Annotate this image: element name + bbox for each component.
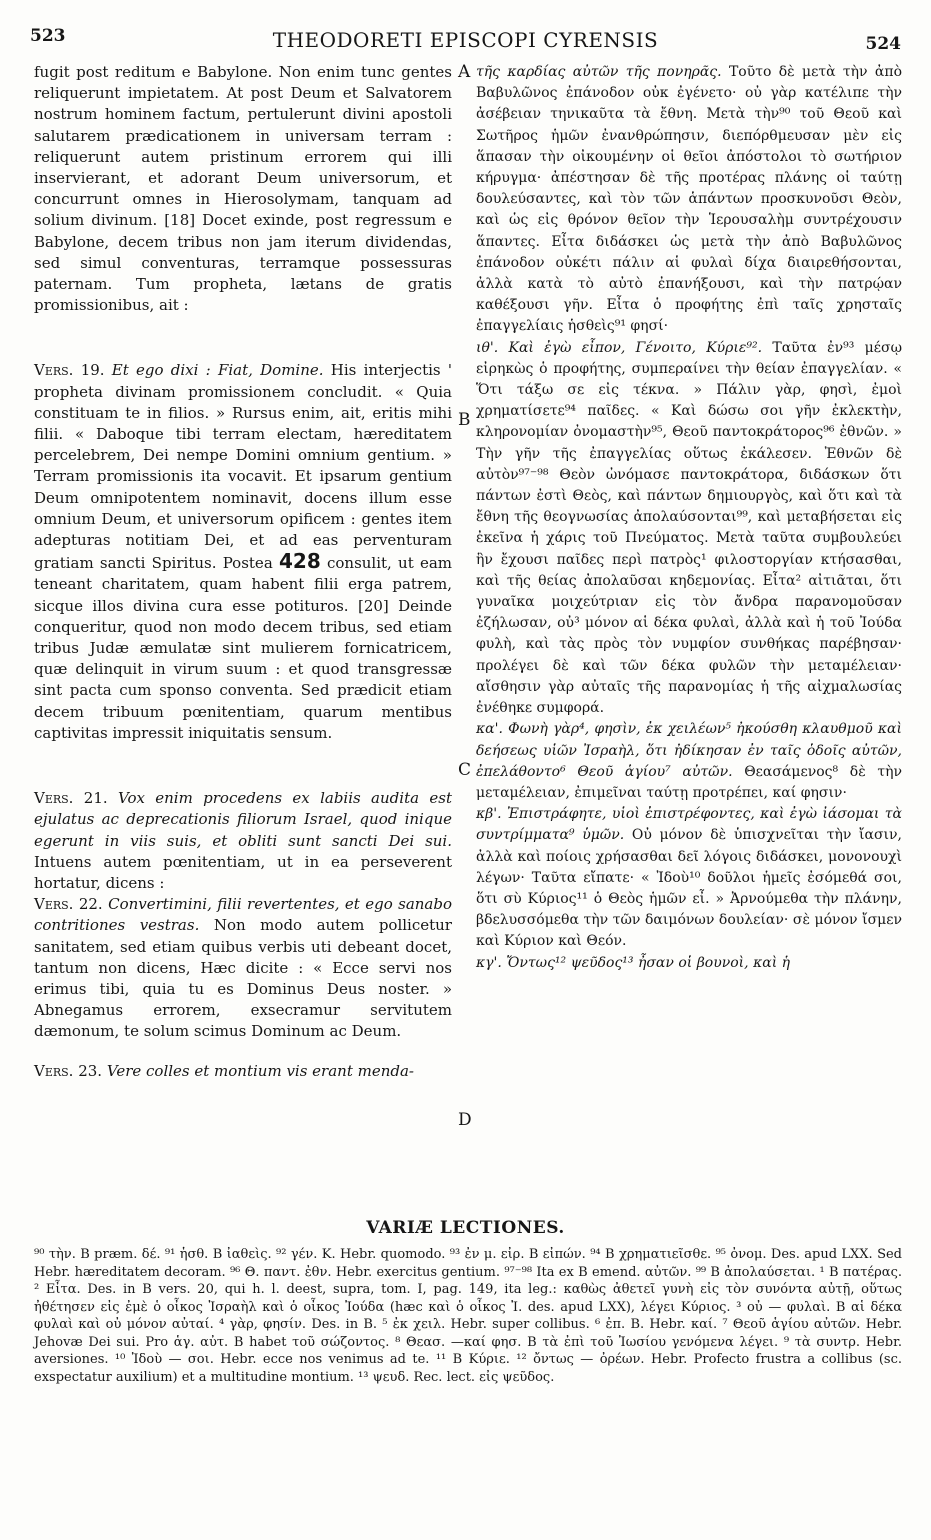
latin-verse-22 [34,894,452,1042]
column-number: 428 [279,549,321,574]
greek-lemma: τῆς καρδίας αὐτῶν τῆς πονηρᾶς. [476,64,722,80]
verse-lemma: Vox enim procedens ex labiis audita est ejulatus ac deprecationis filiorum Israel, quod inique egerunt in viis suis, et obliti sunt sancti Dei sui. [34,789,452,850]
greek-verse-21 [476,719,902,804]
greek-paragraph [476,62,902,338]
greek-verse-22 [476,804,902,952]
greek-verse-23 [476,953,902,974]
latin-verse-21 [34,788,452,894]
marker-c: C [458,760,472,780]
verse-lemma: Et ego dixi : Fiat, Domine. [111,361,324,380]
verse-label: Vers. 22. [34,895,103,914]
footnotes [34,1246,902,1386]
greek-column [476,62,902,974]
greek-lemma: κα'. Φωνὴ γὰρ⁴, φησὶν, ἐκ χειλέων⁵ ἠκούσθη κλαυθμοῦ καὶ δεήσεως υἱῶν Ἰσραὴλ, ὅτι ἠδίκησαν ἐν ταῖς ὁδοῖς αὐτῶν, ἐπελάθοντο⁶ Θεοῦ ἁγίου⁷ αὐτῶν. [476,721,902,780]
latin-text: His interjectis ' propheta divinam promissionem concludit. « Quia constituam te in filios. » Rursus enim, ait, eritis mihi filii. « Daboque tibi terram electam, hæreditatem percelebrem, Dei nempe Domini omnium gentium. » Terram promissionis ita vocavit. Et ipsarum gentium Deum omnipotentem nominavit, docens illum esse omnium Deum, et universorum opificem : gentes item adepturas notitiam Dei, et ad eas perventuram gratiam sancti Spiritus. Postea [34,361,452,573]
verse-lemma: Convertimini, filii revertentes, et ego sanabo contritiones vestras. [34,895,452,935]
latin-text: Non modo autem pollicetur sanitatem, sed etiam quibus verbis uti debeant docet, tantum non dicens, Hæc dicite : « Ecce servi nos erimus tibi, quia tu es Dominus Deus noster. » Abnegamus errorem, exsecramur servitutem dæmonum, te solum scimus Dominum ac Deum. [34,916,452,1041]
marker-a: A [458,62,471,82]
latin-text: Intuens autem pœnitentiam, ut in ea perseverent hortatur, dicens : [34,852,452,892]
page-header [0,26,931,54]
greek-verse-19 [476,338,902,720]
latin-verse-23 [34,1061,452,1082]
marker-d: D [458,1110,472,1130]
page-number-right: 524 [865,34,901,54]
running-title: THEODORETI EPISCOPI CYRENSIS [272,28,659,52]
latin-verse-19 [34,360,452,744]
verse-label: Vers. 19. [34,361,105,380]
greek-text: Οὐ μόνον δὲ ὑπισχνεῖται τὴν ἴασιν, ἀλλὰ καὶ ποίοις χρήσασθαι δεῖ λόγοις διδάσκει, μονονουχὶ λέγων· Ταῦτα εἴπατε· « Ἰδοὺ¹⁰ δοῦλοι ἡμεῖς ἐσόμεθά σοι, ὅτι σὺ Κύριος¹¹ ὁ Θεὸς ἡμῶν εἶ. » Ἀρνούμεθα τὴν πλάνην, βδελυσσόμεθα τὴν τῶν δαιμόνων δουλείαν· σὲ μόνον ἴσμεν καὶ Κύριον καὶ Θεόν. [476,827,902,950]
marker-b: B [458,410,471,430]
latin-column [34,62,452,1082]
verse-lemma: Vere colles et montium vis erant menda- [106,1061,415,1080]
greek-text: Θεασάμενος⁸ δὲ τὴν μεταμέλειαν, ἐπιμεῖναι ταύτῃ προτρέπει, καί φησιν· [476,763,903,801]
latin-paragraph: fugit post reditum e Babylone. Non enim tunc gentes reliquerunt impietatem. At post Deum et Salvatorem nostrum hominem factum, pertulerunt divini apostoli salutarem prædicationem in universam terram : reliquerunt autem pristinum errorem qui illi inservierant, et adorant Deum universorum, et concurrunt omnes in Hierosolymam, tanquam ad solium divinum. [18] Docet exinde, post regressum e Babylone, decem tribus non jam iterum dividendas, sed simul conventuras, terramque possessuras paternam. Tum propheta, lætans de gratis promissionibus, ait : [34,63,452,315]
verse-label: Vers. 23. [34,1061,103,1080]
verse-label: Vers. 21. [34,789,108,808]
greek-text: Τοῦτο δὲ μετὰ τὴν ἀπὸ Βαβυλῶνος ἐπάνοδον οὐκ ἐγένετο· οὐ γὰρ κατέλιπε τὴν ἀσέβειαν τηνικαῦτα τὰ ἔθνη. Μετὰ τὴν⁹⁰ τοῦ Θεοῦ καὶ Σωτῆρος ἡμῶν ἐνανθρώπησιν, διεπόρθμευσαν μὲν εἰς ἅπασαν τὴν οἰκουμένην οἱ θεῖοι ἀπόστολοι τὸ σωτήριον κήρυγμα· ἀπέστησαν δὲ τῆς προτέρας πλάνης οἱ ταύτῃ δουλεύσαντες, καὶ τὸν τῶν ἁπάντων προσκυνοῦσι Θεὸν, καὶ ὡς εἰς θρόνον θεῖον τὴν Ἱερουσαλὴμ συντρέχουσιν ἅπαντες. Εἶτα διδάσκει ὡς μετὰ τὴν ἀπὸ Βαβυλῶνος ἐπάνοδον οὐκέτι πάλιν αἱ φυλαὶ δίχα διαιρεθήσονται, ἀλλὰ κατὰ τὸ αὐτὸ ἐπανήξουσι, καὶ τὴν πατρῴαν καθέξουσι γῆν. Εἶτα ὁ προφήτης ἐπὶ ταῖς χρησταῖς ἐπαγγελίαις ἡσθεὶς⁹¹ φησί· [476,64,903,335]
greek-lemma: κγ'. Ὄντως¹² ψεῦδος¹³ ἦσαν οἱ βουνοὶ, καὶ ἡ [476,954,791,971]
latin-text: consulit, ut eam teneant charitatem, quam habent filii erga patrem, sicque illos divina cura esse potituros. [20] Deinde conqueritur, quod non modo decem tribus, sed etiam tribus Judæ æmulatæ sint mulierem fornicatricem, quæ delinquit in virum suum : et quod transgressæ sint pacta cum sponso conventa. Sed prædicit etiam decem tribuum pœnitentiam, quarum mentibus captivitas impressit iniquitatis sensum. [34,554,452,742]
greek-text: Ταῦτα ἐν⁹³ μέσῳ εἰρηκὼς ὁ προφήτης, συμπεραίνει τὴν θείαν ἐπαγγελίαν. « Ὅτι τάξω σε εἰς τέκνα. » Πάλιν γὰρ, φησὶ, ἐμοὶ χρηματίσετε⁹⁴ παῖδες. « Καὶ δώσω σοι γῆν ἐκλεκτὴν, κληρονομίαν ὀνομαστὴν⁹⁵, Θεοῦ παντοκράτορος⁹⁶ ἐθνῶν. » Τὴν γῆν τῆς ἐπαγγελίας οὕτως ἐκάλεσεν. Ἐθνῶν δὲ αὐτὸν⁹⁷⁻⁹⁸ Θεὸν ὠνόμασε παντοκράτορα, διδάσκων ὅτι πάντων ἐστὶ Θεὸς, καὶ πάντων δημιουργὸς, καὶ ὅτι καὶ τὰ ἔθνη τῆς θεογνωσίας ἀπολαύσονται⁹⁹, καὶ μεταβήσεται εἰς ἐκεῖνα ἡ χάρις τοῦ Πνεύματος. Μετὰ ταῦτα συμβουλεύει ἣν ἔχουσι παῖδες περὶ πατρὸς¹ φιλοστοργίαν κτήσασθαι, καὶ τῆς θείας ἀπολαῦσαι κηδεμονίας. Εἶτα² αἰτιᾶται, ὅτι γυναῖκα μοιχεύτριαν εἰς τὸν ἄνδρα παρανομοῦσαν ἐζήλωσαν, οὐ³ μόνον αἱ δέκα φυλαὶ, ἀλλὰ καὶ ἡ τοῦ Ἰούδα φυλὴ, καὶ τὰς πρὸς τὸν νυμφίον συνθήκας παρέβησαν· προλέγει δὲ καὶ τῶν δέκα φυλῶν τὴν μεταμέλειαν· αἴσθησιν γὰρ αὐταῖς τῆς παρανομίας ἡ τῆς αἰχμαλωσίας ἐνέθηκε συμφορά. [476,339,902,717]
footnotes-text: ⁹⁰ τὴν. B præm. δέ. ⁹¹ ἡσθ. B ἰαθεὶς. ⁹² γέν. K. Hebr. quomodo. ⁹³ ἐν μ. εἰρ. B εἰπών. ⁹⁴ B χρηματιεῖσθε. ⁹⁵ ὀνομ. Des. apud LXX. Sed Hebr. hæreditatem decoram. ⁹⁶ Θ. παντ. ἐθν. Hebr. exercitus gentium. ⁹⁷⁻⁹⁸ Ita ex B emend. αὐτῶν. ⁹⁹ B ἀπολαύσεται. ¹ B πατέρας. ² Εἶτα. Des. in B vers. 20, qui h. l. deest, supra, tom. I, pag. 149, ita leg.: καθὼς ἀθετεῖ γυνὴ εἰς τὸν συνόντα αὐτῇ, οὕτως ἠθέτησεν εἰς ἐμὲ ὁ οἶκος Ἰσραὴλ καὶ ὁ οἶκος Ἰούδα (hæc καὶ ὁ οἶκος Ἰ. des. apud LXX), λέγει Κύριος. ³ οὐ — φυλαὶ. B αἱ δέκα φυλαὶ καὶ οὐ μόνον αὐταί. ⁴ γὰρ, φησίν. Des. in B. ⁵ ἐκ χειλ. Hebr. super collibus. ⁶ ἐπ. B. Hebr. καί. ⁷ Θεοῦ ἁγίου αὐτῶν. Hebr. Jehovæ Dei sui. Pro ἁγ. αὐτ. B habet τοῦ σώζοντος. ⁸ Θεασ. —καί φησ. B τὰ ἐπὶ τοῦ Ἰωσίου γενόμενα λέγει. ⁹ τὰ συντρ. Hebr. aversiones. ¹⁰ Ἰδοὺ — σοι. Hebr. ecce nos venimus ad te. ¹¹ B Κύριε. ¹² ὄντως — ὀρέων. Hebr. Profecto frustra a collibus (sc. exspectatur auxilium) et a multitudine montium. ¹³ ψευδ. Rec. lect. εἰς ψεῦδος. [34,1247,902,1385]
greek-lemma: ιθ'. Καὶ ἐγὼ εἶπον, Γένοιτο, Κύριε⁹². [476,339,763,356]
greek-lemma: κβ'. Ἐπιστράφητε, υἱοὶ ἐπιστρέφοντες, καὶ ἐγὼ ἰάσομαι τὰ συντρίμματα⁹ ὑμῶν. [476,806,902,844]
variae-lectiones-title: VARIÆ LECTIONES. [366,1218,565,1238]
page-number-left: 523 [30,26,66,46]
